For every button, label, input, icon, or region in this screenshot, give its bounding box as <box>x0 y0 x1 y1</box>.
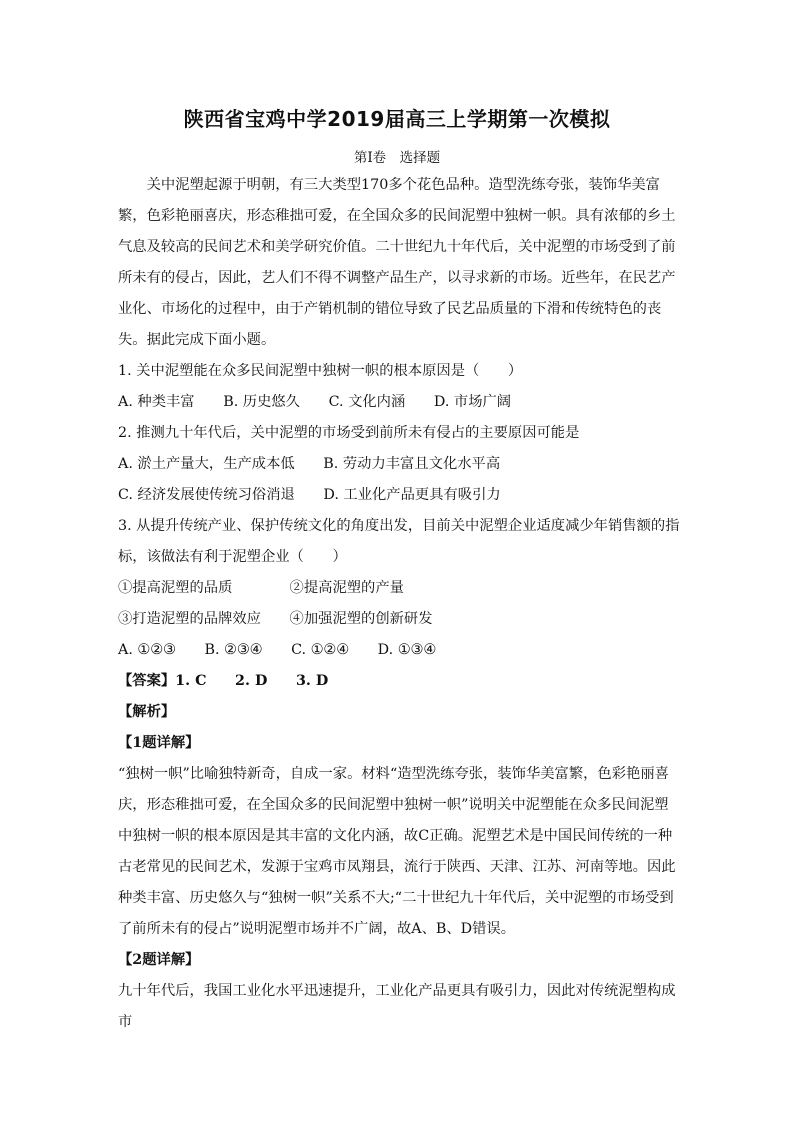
detail-2-text: 九十年代后，我国工业化水平迅速提升，工业化产品更具有吸引力，因此对传统泥塑构成市 <box>118 983 676 1030</box>
detail-1-text: “独树一帜”比喻独特新奇，自成一家。材料“造型洗练夸张，装饰华美富繁，色彩艳丽喜庆，形态稚拙可爱，在全国众多的民间泥塑中独树一帜”说明关中泥塑能在众多民间泥塑中独树一帜的根本原因是其丰富的文化内涵，故C正确。泥塑艺术是中国民间传统的一种古老常见的民间艺术，发源于宝鸡市凤翔县，流行于陕西、天津、江苏、河南等地。因此种类丰富、历史悠久与“独树一帜”关系不大;“二十世纪九十年代后，关中泥塑的市场受到了前所未有的侵占”说明泥塑市场并不广阔，故A、B、D错误。 <box>118 766 676 937</box>
question-3-items-12: ①提高泥塑的品质 ②提高泥塑的产量 <box>118 580 404 596</box>
section-heading: 第Ⅰ卷 选择题 <box>353 150 441 166</box>
detail-2-label: 【2题详解】 <box>118 952 200 968</box>
detail-1-label: 【1题详解】 <box>118 735 200 751</box>
question-1-options: A. 种类丰富 B. 历史悠久 C. 文化内涵 D. 市场广阔 <box>118 394 512 410</box>
question-2-options-cd: C. 经济发展使传统习俗消退 D. 工业化产品更具有吸引力 <box>118 487 501 503</box>
intro-paragraph: 关中泥塑起源于明朝，有三大类型170多个花色品种。造型洗练夸张，装饰华美富繁，色彩艳丽喜庆，形态稚拙可爱，在全国众多的民间泥塑中独树一帜。具有浓郁的乡土气息及较高的民间艺术和美学研究价值。二十世纪九十年代后，关中泥塑的市场受到了前所未有的侵占，因此，艺人们不得不调整产品生产，以寻求新的市场。近些年，在民艺产业化、市场化的过程中，由于产销机制的错位导致了民艺品质量的下滑和传统特色的丧失。据此完成下面小题。 <box>118 177 676 348</box>
page-title: 陕西省宝鸡中学2019届高三上学期第一次模拟 <box>183 107 611 131</box>
answer-line: 【答案】1. C 2. D 3. D <box>118 673 329 689</box>
question-3-options: A. ①②③ B. ②③④ C. ①②④ D. ①③④ <box>118 642 437 658</box>
analysis-label: 【解析】 <box>118 704 176 720</box>
question-3-stem: 3. 从提升传统产业、保护传统文化的角度出发，目前关中泥塑企业适度减少年销售额的指标，该做法有利于泥塑企业（ ） <box>118 518 680 565</box>
question-1-stem: 1. 关中泥塑能在众多民间泥塑中独树一帜的根本原因是（ ） <box>118 363 523 379</box>
question-2-options-ab: A. 淤土产量大，生产成本低 B. 劳动力丰富且文化水平高 <box>118 456 501 472</box>
question-2-stem: 2. 推测九十年代后，关中泥塑的市场受到前所未有侵占的主要原因可能是 <box>118 425 580 441</box>
document-body <box>118 170 680 1038</box>
question-3-items-34: ③打造泥塑的品牌效应 ④加强泥塑的创新研发 <box>118 611 433 627</box>
